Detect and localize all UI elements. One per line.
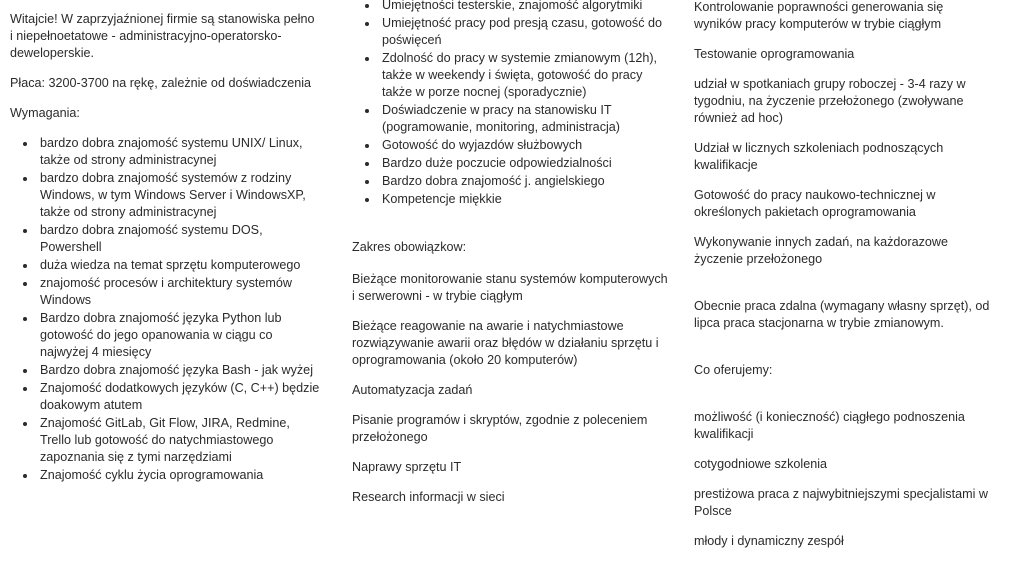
requirement-item: Gotowość do wyjazdów służbowych bbox=[382, 137, 672, 154]
requirement-item: Umiejętności testerskie, znajomość algorytmiki bbox=[382, 0, 672, 14]
requirement-item: Bardzo dobra znajomość języka Bash - jak wyżej bbox=[40, 362, 320, 379]
requirement-item: Kompetencje miękkie bbox=[382, 191, 672, 208]
requirement-item: Umiejętność pracy pod presją czasu, gotowość do poświęceń bbox=[382, 15, 672, 49]
requirement-item: Zdolność do pracy w systemie zmianowym (12h), także w weekendy i święta, gotowość do pracy także w porze nocnej (sporadycznie) bbox=[382, 50, 672, 101]
offer-item: cotygodniowe szkolenia bbox=[694, 457, 828, 471]
column-1 bbox=[10, 11, 320, 485]
work-mode-text: Obecnie praca zdalna (wymagany własny sprzęt), od lipca praca stacjonarna w trybie zmianowym. bbox=[694, 299, 990, 330]
offer-item: młody i dynamiczny zespół bbox=[694, 534, 844, 548]
offer-heading: Co oferujemy: bbox=[694, 363, 773, 377]
duty-item: Research informacji w sieci bbox=[352, 490, 505, 504]
duty-item: udział w spotkaniach grupy roboczej - 3-4 razy w tygodniu, na życzenie przełożonego (zwoływane również ad hoc) bbox=[694, 77, 966, 125]
duty-item: Kontrolowanie poprawności generowania się wyników pracy komputerów w trybie ciągłym bbox=[694, 0, 944, 31]
column-3 bbox=[694, 0, 994, 563]
duty-item: Testowanie oprogramowania bbox=[694, 47, 855, 61]
requirement-item: duża wiedza na temat sprzętu komputerowego bbox=[40, 257, 320, 274]
requirement-item: bardzo dobra znajomość systemów z rodziny Windows, w tym Windows Server i WindowsXP, także od strony administracynej bbox=[40, 170, 320, 221]
salary-text: Płaca: 3200-3700 na rękę, zależnie od doświadczenia bbox=[10, 76, 312, 90]
requirements-list-part-1 bbox=[10, 135, 320, 484]
requirement-item: Znajomość dodatkowych języków (C, C++) będzie doakowym atutem bbox=[40, 381, 320, 412]
offer-item: prestiżowa praca z najwybitniejszymi specjalistami w Polsce bbox=[694, 487, 988, 518]
requirements-list-part-2 bbox=[352, 0, 672, 208]
requirement-item: Bardzo dobra znajomość j. angielskiego bbox=[382, 173, 672, 190]
duty-item: Wykonywanie innych zadań, na każdorazowe życzenie przełożonego bbox=[694, 235, 949, 266]
duty-item: Naprawy sprzętu IT bbox=[352, 460, 462, 474]
requirement-item: bardzo dobra znajomość systemu DOS, Powershell bbox=[40, 222, 320, 256]
duties-heading: Zakres obowiązkow: bbox=[352, 240, 467, 254]
duty-item: Pisanie programów i skryptów, zgodnie z poleceniem przełożonego bbox=[352, 413, 648, 444]
requirement-item: Znajomość GitLab, Git Flow, JIRA, Redmine, Trello lub gotowość do natychmiastowego zapoznania się z tymi narzędziami bbox=[40, 415, 320, 466]
duty-item: Automatyzacja zadań bbox=[352, 383, 473, 397]
duty-item: Bieżące reagowanie na awarie i natychmiastowe rozwiązywanie awarii oraz błędów w działaniu sprzętu i oprogramowania (około 20 komputerów) bbox=[352, 319, 659, 367]
requirement-item: bardzo dobra znajomość systemu UNIX/ Linux, także od strony administracynej bbox=[40, 135, 320, 169]
requirement-item: Doświadczenie w pracy na stanowisku IT (pogramowanie, monitoring, administracja) bbox=[382, 102, 672, 136]
duty-item: Udział w licznych szkoleniach podnoszących kwalifikacje bbox=[694, 141, 944, 172]
requirements-heading: Wymagania: bbox=[10, 106, 80, 120]
requirement-item: Bardzo duże poczucie odpowiedzialności bbox=[382, 155, 672, 172]
requirement-item: znajomość procesów i architektury systemów Windows bbox=[40, 275, 320, 309]
intro-text: Witajcie! W zaprzyjaźnionej firmie są stanowiska pełno i niepełnoetatowe - administracyjno-operatorsko-deweloperskie. bbox=[10, 12, 315, 60]
duty-item: Bieżące monitorowanie stanu systemów komputerowych i serwerowni - w trybie ciągłym bbox=[352, 272, 668, 303]
duty-item: Gotowość do pracy naukowo-technicznej w określonych pakietach oprogramowania bbox=[694, 188, 936, 219]
requirement-item: Znajomość cyklu życia oprogramowania bbox=[40, 467, 320, 484]
requirement-item: Bardzo dobra znajomość języka Python lub gotowość do jego opanowania w ciągu co najwyżej 4 miesięcy bbox=[40, 310, 320, 361]
offer-item: możliwość (i konieczność) ciągłego podnoszenia kwalifikacji bbox=[694, 410, 965, 441]
column-2 bbox=[352, 0, 672, 519]
